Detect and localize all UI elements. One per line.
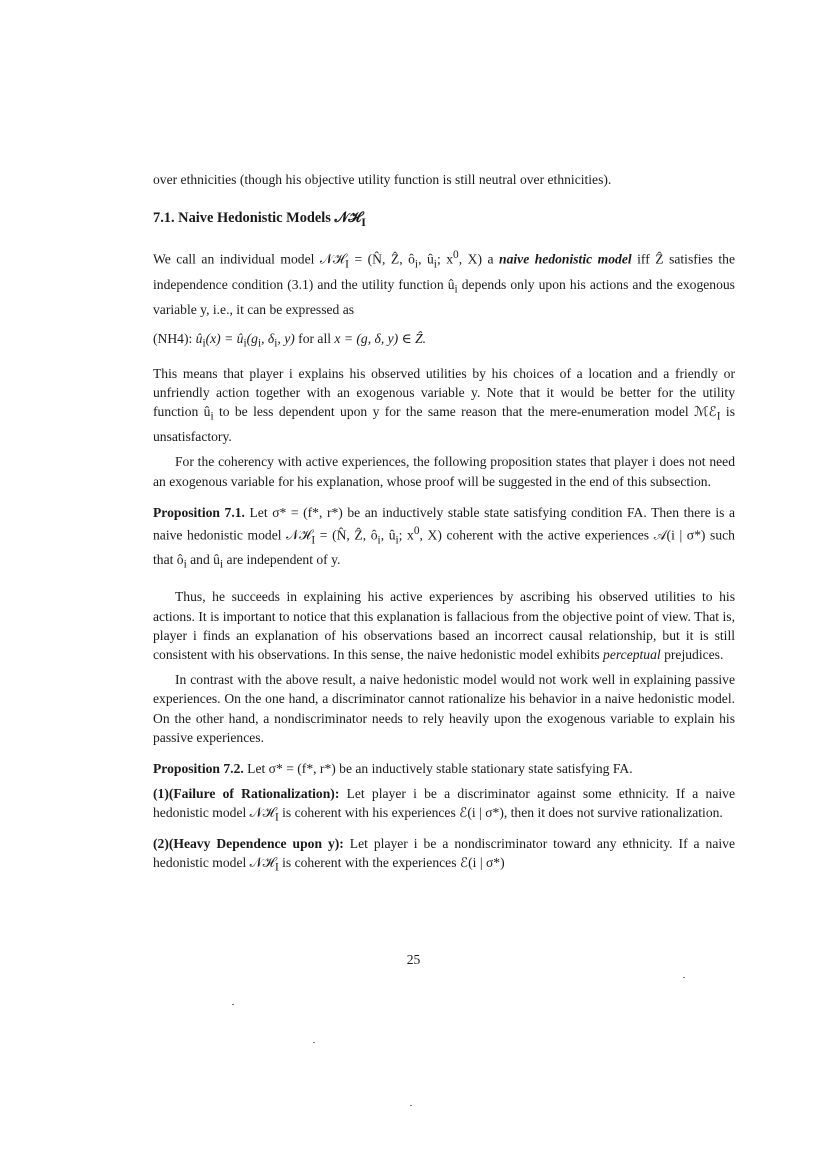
proposition-7-1	[153, 503, 735, 576]
p2-b: to be less dependent upon y for the same reason that the mere-enumeration model ℳℰ	[213, 404, 717, 420]
item2-sub: I	[274, 862, 279, 875]
paragraph-definition	[153, 246, 735, 319]
p1-sub-i-2: i	[433, 258, 437, 271]
section-title-text: 7.1. Naive Hedonistic Models 𝒩ℋ	[153, 210, 362, 227]
p1-e: , X) a	[458, 251, 500, 267]
prop1-a: Let σ* = (f*, r*) be an inductively stable state satisfying condition FA. Then there is a naive hedonistic model 𝒩ℋ	[153, 504, 735, 543]
p4-text: Thus, he succeeds in explaining his active experiences by ascribing his observed utilities to his actions. It is important to notice that this explanation is fallacious from the objective point of view. That is, player i finds an explanation of his observations based an incorrect causal relationship, but it is still consistent with his observations. In this sense, the naive hedonistic model exhibits	[153, 589, 735, 662]
p1-sub-i-3: i	[454, 283, 458, 296]
p1-d: ; x	[436, 251, 454, 267]
p2-sub2: I	[716, 410, 721, 423]
nh4-c: (g	[246, 330, 258, 346]
prop2-text: Let σ* = (f*, r*) be an inductively stable stationary state satisfying FA.	[243, 760, 633, 776]
nh4-sub-4: i	[274, 337, 278, 350]
p4-emphasis: perceptual	[603, 646, 661, 662]
item1-sub: I	[274, 812, 279, 825]
p1-f: iff Ẑ satisfies the independence condition (3.1) and the utility function û	[153, 251, 735, 292]
nh4-sub-1: i	[202, 337, 206, 350]
nh4-g: x = (g, δ, y) ∈ Ẑ.	[334, 330, 427, 346]
paragraph-explanation	[153, 364, 735, 447]
prop1-sub-i-4: i	[219, 559, 224, 572]
item2-b: is coherent with the experiences ℰ(i | σ*)	[278, 855, 505, 871]
item1-b: is coherent with his experiences ℰ(i | σ*), then it does not survive rationalization.	[278, 805, 723, 821]
prop1-sup-0: 0	[413, 524, 420, 537]
p1-g: depends only upon his actions and the exogenous variable y, i.e., it can be expressed as	[153, 276, 735, 317]
prop1-g: are independent of y.	[223, 552, 341, 568]
item2-a: Let player i be a nondiscriminator toward any ethnicity. If a naive hedonistic model 𝒩ℋ	[153, 836, 735, 871]
equation-nh4	[153, 329, 735, 354]
paragraph-fallacious	[153, 587, 735, 664]
prop1-b: = (N̂, Ẑ, ô	[315, 527, 378, 543]
item2-label: (2)(Heavy Dependence upon y):	[153, 836, 344, 852]
prop1-sub-i-2: i	[395, 534, 399, 547]
p3-text: For the coherency with active experiences, the following proposition states that player i does not need an exogenous variable for his explanation, whose proof will be suggested in the end of this subsection.	[153, 454, 735, 489]
p1-c: , û	[418, 251, 434, 267]
p4-end: prejudices.	[660, 646, 724, 662]
nh4-sub-3: i	[257, 337, 262, 350]
prop1-f: and û	[186, 552, 220, 568]
nh4-f: for all	[294, 330, 335, 346]
p1-a: We call an individual model 𝒩ℋ	[153, 251, 346, 267]
prop1-sub: I	[311, 534, 316, 547]
intro-line	[153, 170, 735, 189]
prop1-label: Proposition 7.1.	[153, 504, 245, 520]
prop2-label: Proposition 7.2.	[153, 760, 244, 776]
nh4-d: , δ	[261, 330, 275, 346]
p2-a: This means that player i explains his observed utilities by his choices of a location and a friendly or unfriendly action together with an exogenous variable y. Note that it would be better for the utility function û	[153, 365, 735, 420]
p2-sub: i	[210, 410, 214, 423]
proposition-7-2	[153, 759, 735, 778]
intro-text: over ethnicities (though his objective utility function is still neutral over ethnicities).	[153, 172, 612, 187]
prop1-sub-i-3: i	[183, 559, 187, 572]
prop1-e: , X) coherent with the active experiences 𝒜(i | σ*) such that ô	[153, 527, 735, 568]
prop1-d: ; x	[398, 527, 414, 543]
p5-text: In contrast with the above result, a naive hedonistic model would not work well in explaining passive experiences. On the one hand, a discriminator cannot rationalize his behavior in a naive hedonistic model. On the other hand, a nondiscriminator needs to rely heavily upon the exogenous variable to explain his passive experiences.	[153, 672, 735, 745]
p1-term: naive hedonistic model	[499, 251, 632, 267]
p1-sup-0: 0	[453, 249, 459, 262]
section-title-sub: I	[361, 215, 366, 230]
scan-speck	[683, 977, 685, 978]
scan-speck	[410, 1105, 412, 1106]
p1-sub: I	[345, 258, 349, 271]
prop2-item-2	[153, 834, 735, 878]
scan-speck	[232, 1004, 234, 1005]
nh4-a: û	[195, 330, 203, 346]
page-number: 25	[406, 952, 421, 967]
section-title	[153, 209, 735, 232]
nh4-label: (NH4):	[153, 330, 196, 346]
item1-a: Let player i be a discriminator against some ethnicity. If a naive hedonistic model 𝒩ℋ	[153, 786, 735, 821]
paragraph-coherency	[153, 452, 735, 490]
prop1-c: , û	[380, 527, 396, 543]
p1-b: = (N̂, Ẑ, ô	[348, 251, 415, 267]
prop2-item-1	[153, 784, 735, 828]
p2-c: is unsatisfactory.	[153, 404, 735, 445]
paragraph-contrast	[153, 670, 735, 747]
item1-label: (1)(Failure of Rationalization):	[153, 786, 340, 802]
page-body	[153, 170, 735, 878]
scan-speck	[313, 1042, 315, 1043]
nh4-e: , y)	[277, 330, 295, 346]
nh4-sub-2: i	[243, 337, 247, 350]
p1-sub-i-1: i	[414, 258, 419, 271]
nh4-b: (x) = û	[205, 330, 244, 346]
prop1-sub-i-1: i	[377, 534, 381, 547]
